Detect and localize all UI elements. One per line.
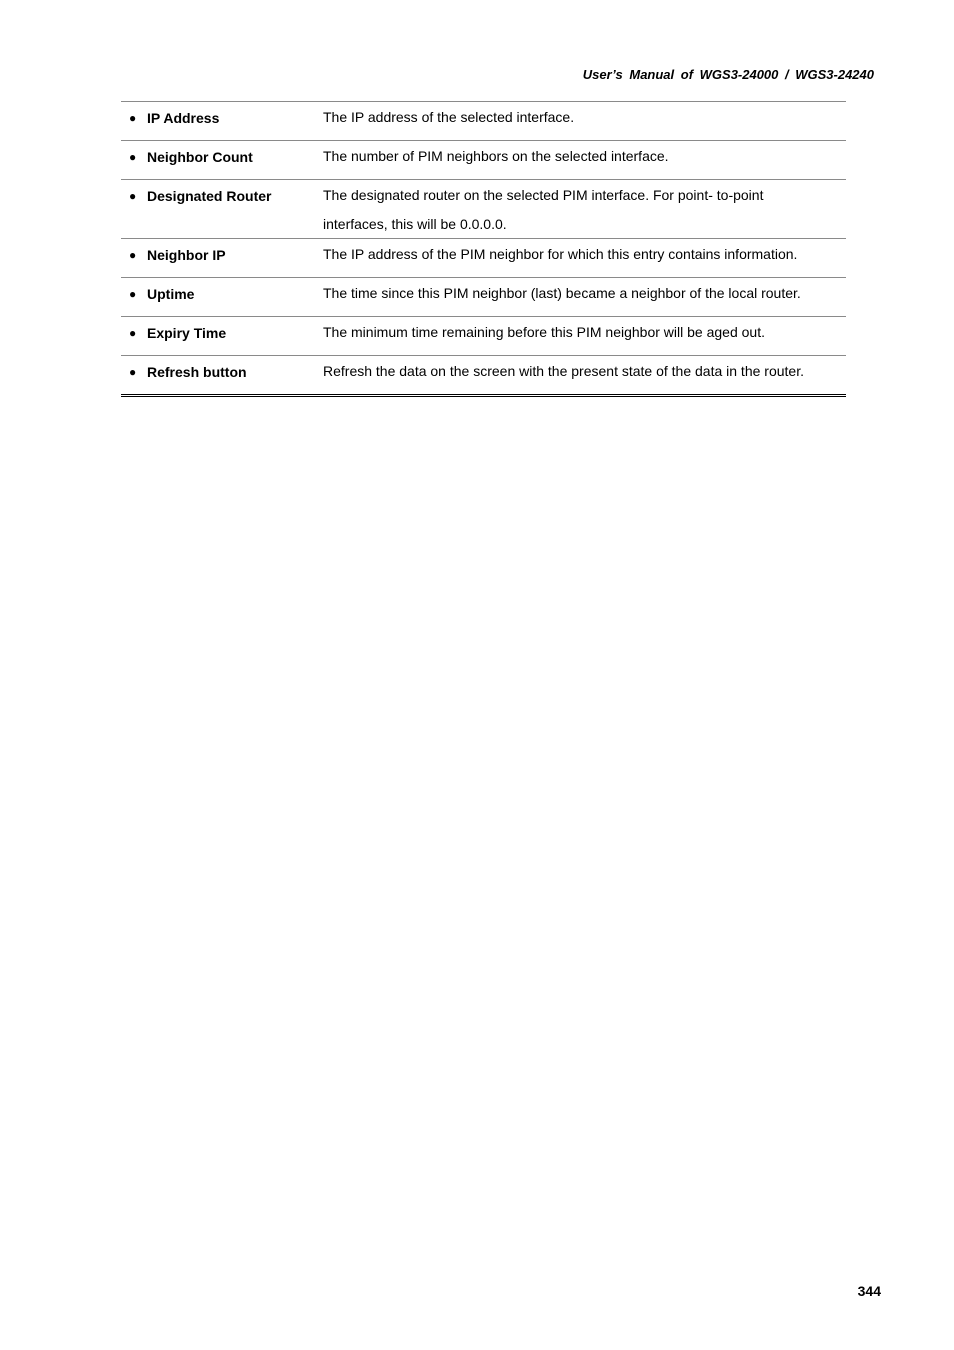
parameter-name: Neighbor IP	[147, 247, 226, 263]
table-row	[121, 102, 846, 141]
table-row	[121, 278, 846, 317]
table-row	[121, 239, 846, 278]
description-text: The time since this PIM neighbor (last) became a neighbor of the local router.	[323, 285, 801, 301]
parameter-cell	[121, 180, 323, 238]
parameter-cell	[121, 317, 323, 355]
parameter-cell	[121, 141, 323, 179]
table-row	[121, 180, 846, 239]
description-cell	[323, 356, 846, 394]
parameter-name: Expiry Time	[147, 325, 227, 341]
table-row	[121, 317, 846, 356]
description-text: The minimum time remaining before this PIM neighbor will be aged out.	[323, 324, 765, 340]
parameter-cell	[121, 239, 323, 277]
parameter-table	[121, 101, 846, 397]
description-text: Refresh the data on the screen with the present state of the data in the router.	[323, 363, 804, 379]
parameter-name: IP Address	[147, 110, 220, 126]
description-cell	[323, 278, 846, 316]
description-text: The designated router on the selected PIM interface. For point- to-point	[323, 187, 764, 203]
description-cell	[323, 141, 846, 179]
parameter-cell	[121, 102, 323, 140]
parameter-cell	[121, 356, 323, 394]
parameter-name: Uptime	[147, 286, 195, 302]
bullet-icon: ●	[129, 189, 137, 203]
parameter-name: Designated Router	[147, 188, 272, 204]
description-cell	[323, 239, 846, 277]
description-text: The IP address of the PIM neighbor for which this entry contains information.	[323, 246, 798, 262]
bullet-icon: ●	[129, 326, 137, 340]
description-cell	[323, 180, 846, 238]
bullet-icon: ●	[129, 150, 137, 164]
table-row	[121, 356, 846, 397]
bullet-icon: ●	[129, 365, 137, 379]
bullet-icon: ●	[129, 111, 137, 125]
parameter-cell	[121, 278, 323, 316]
parameter-name: Refresh button	[147, 364, 247, 380]
bullet-icon: ●	[129, 287, 137, 301]
description-text: interfaces, this will be 0.0.0.0.	[323, 216, 507, 232]
table-row	[121, 141, 846, 180]
description-text: The IP address of the selected interface.	[323, 109, 575, 125]
bullet-icon: ●	[129, 248, 137, 262]
description-cell	[323, 102, 846, 140]
page-number: 344	[857, 1283, 881, 1299]
description-text: The number of PIM neighbors on the selected interface.	[323, 148, 669, 164]
page-header-title: User’s Manual of WGS3-24000 / WGS3-24240	[582, 67, 874, 82]
description-cell	[323, 317, 846, 355]
parameter-name: Neighbor Count	[147, 149, 253, 165]
